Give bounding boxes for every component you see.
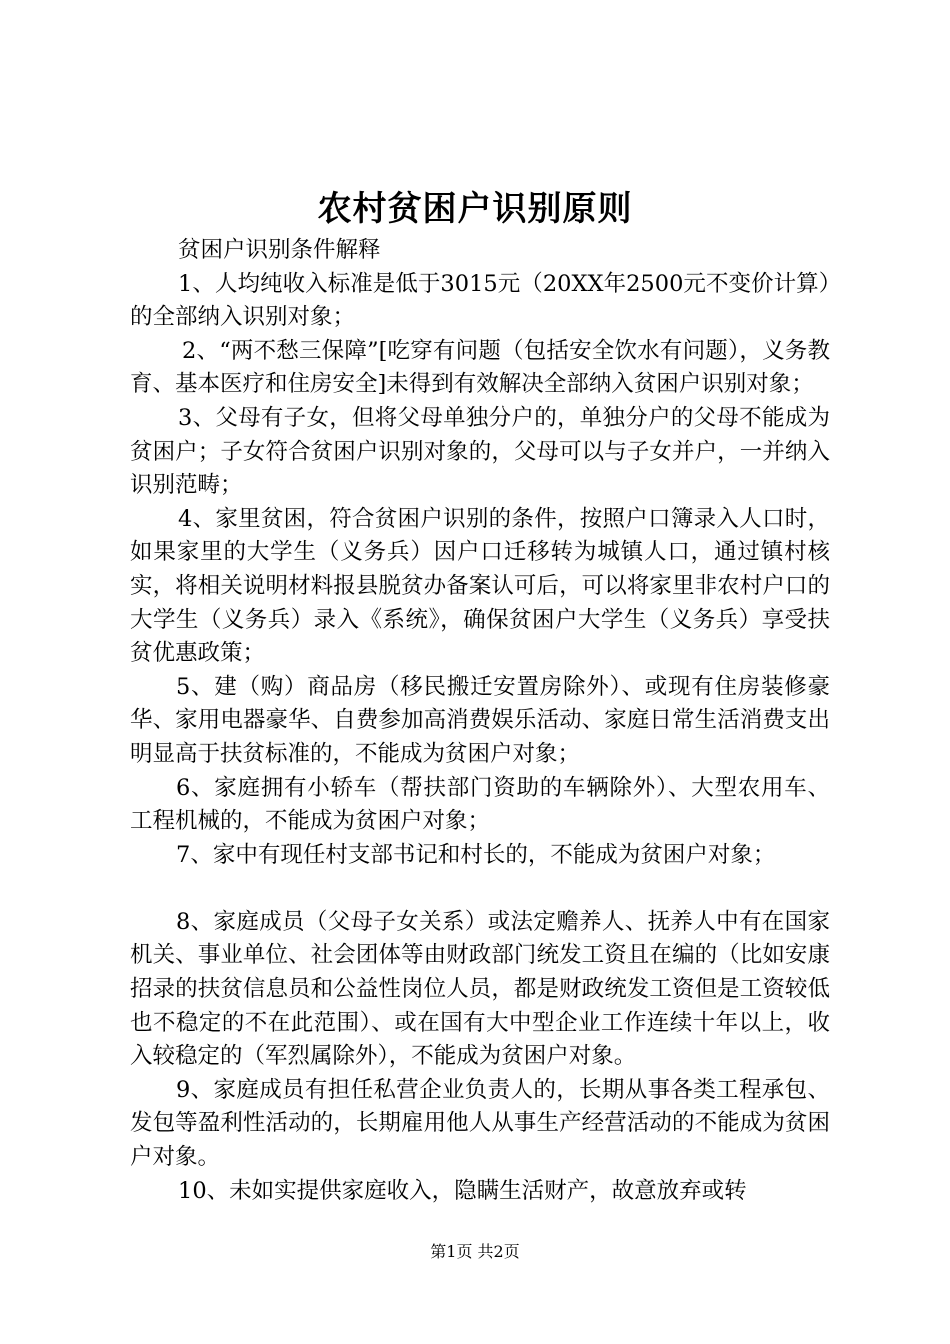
paragraph: 9、家庭成员有担任私营企业负责人的，长期从事各类工程承包、发包等盈利性活动的，长期雇用他人从事生产经营活动的不能成为贫困户对象。 [130, 1076, 830, 1171]
paragraph: 1、人均纯收入标准是低于3015元（20XX年2500元不变价计算）的全部纳入识别对象； [130, 270, 830, 331]
paragraph: 6、家庭拥有小轿车（帮扶部门资助的车辆除外）、大型农用车、工程机械的，不能成为贫困户对象； [130, 774, 830, 835]
document-title: 农村贫困户识别原则 [317, 189, 633, 229]
paragraph: 10、未如实提供家庭收入，隐瞒生活财产，故意放弃或转 [178, 1177, 747, 1204]
paragraph: 2、“两不愁三保障”[吃穿有问题（包括安全饮水有问题），义务教育、基本医疗和住房安全]未得到有效解决全部纳入贫困户识别对象； [130, 337, 830, 398]
paragraph: 3、父母有子女，但将父母单独分户的，单独分户的父母不能成为贫困户；子女符合贫困户识别对象的，父母可以与子女并户，一并纳入识别范畴； [130, 404, 830, 499]
page-footer: 第1页 共2页 [430, 1242, 520, 1261]
paragraph: 7、家中有现任村支部书记和村长的，不能成为贫困户对象； [176, 841, 776, 868]
paragraph: 8、家庭成员（父母子女关系）或法定赡养人、抚养人中有在国家机关、事业单位、社会团体等由财政部门统发工资且在编的（比如安康招录的扶贫信息员和公益性岗位人员，都是财政统发工资但是工资较低也不稳定的不在此范围）、或在国有大中型企业工作连续十年以上，收入较稳定的（军烈属除外），不能成为贫困户对象。 [130, 908, 830, 1070]
document-body [130, 234, 830, 1208]
paragraph: 4、家里贫困，符合贫困户识别的条件，按照户口簿录入人口时，如果家里的大学生（义务兵）因户口迁移转为城镇人口，通过镇村核实，将相关说明材料报县脱贫办备案认可后，可以将家里非农村户口的大学生（义务兵）录入《系统》，确保贫困户大学生（义务兵）享受扶贫优惠政策； [130, 505, 830, 667]
paragraph: 5、建（购）商品房（移民搬迁安置房除外）、或现有住房装修豪华、家用电器豪华、自费参加高消费娱乐活动、家庭日常生活消费支出明显高于扶贫标准的，不能成为贫困户对象； [130, 673, 830, 767]
paragraph: 贫困户识别条件解释 [178, 237, 381, 263]
